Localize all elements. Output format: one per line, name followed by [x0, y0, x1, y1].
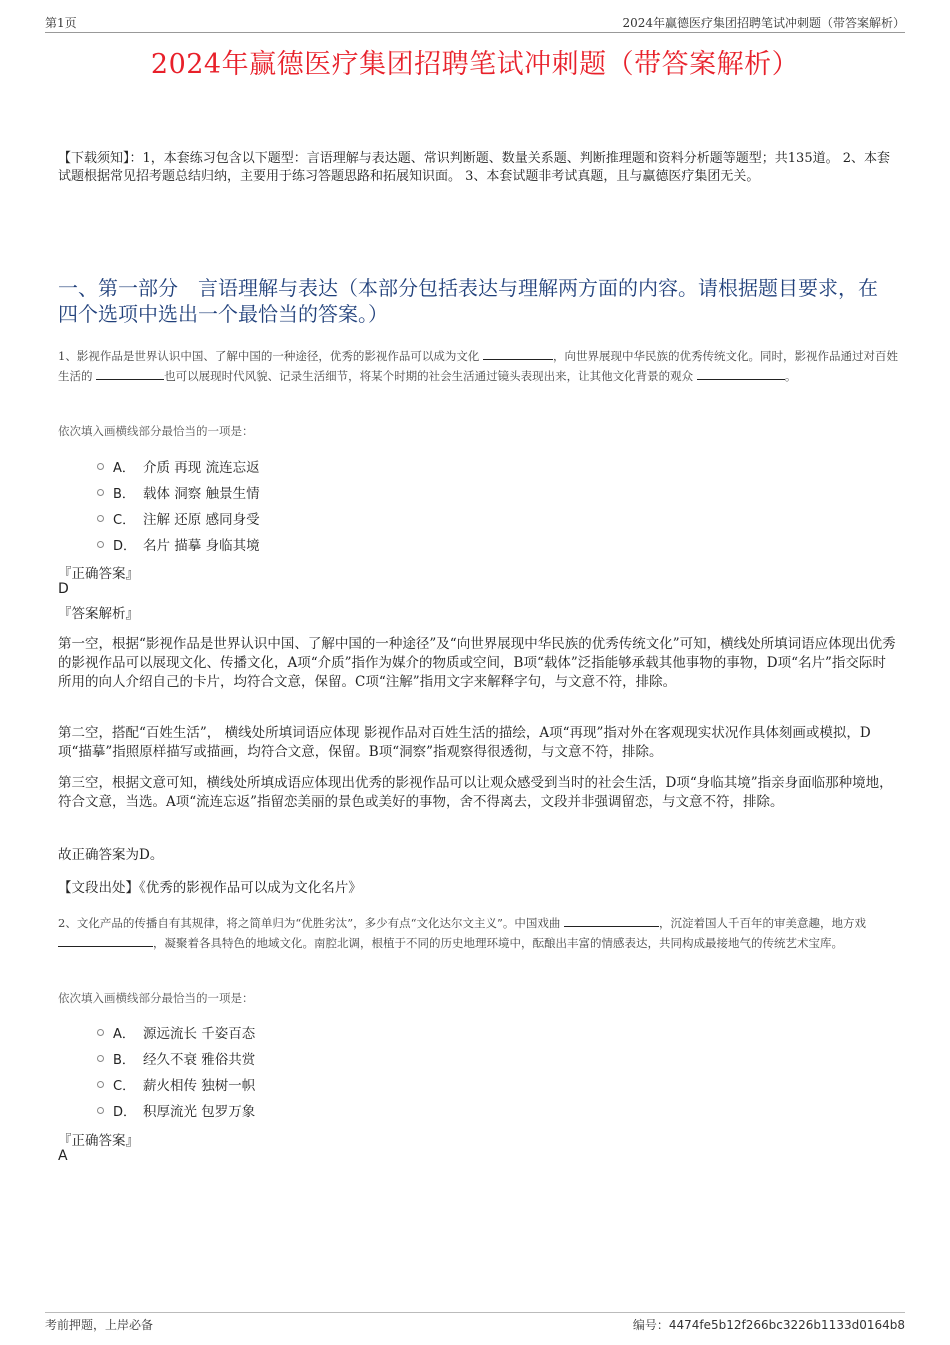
q1-text-part: ，向世界展现中华民族的优秀传统文化。同时，影视作品通过对百姓生活的: [58, 349, 898, 383]
q2-blank-1: [564, 914, 659, 927]
option-letter: B．: [113, 486, 135, 502]
footer-slogan: 考前押题，上岸必备: [45, 1318, 154, 1332]
q1-options: [97, 453, 260, 557]
option-text: 积厚流光 包罗万象: [143, 1104, 256, 1120]
q2-option-c[interactable]: [97, 1071, 255, 1097]
q1-blank-1: [483, 347, 553, 360]
option-letter: B．: [113, 1052, 135, 1068]
radio-icon[interactable]: [97, 1055, 104, 1062]
option-text: 名片 描摹 身临其境: [143, 538, 260, 554]
download-notice: 【下载须知】：1，本套练习包含以下题型：言语理解与表达题、常识判断题、数量关系题、判断推理题和资料分析题等题型；共135道。 2、本套试题根据常见招考题总结归纳，主要用于练习答题思路和拓展知识面。 3、本套试题非考试真题，且与赢德医疗集团无关。: [58, 151, 890, 184]
radio-icon[interactable]: [97, 541, 104, 548]
q1-answer: D: [58, 581, 69, 597]
q1-option-b[interactable]: [97, 479, 260, 505]
q1-prompt: 依次填入画横线部分最恰当的一项是：: [58, 424, 254, 438]
q1-analysis-paragraph: 第三空，根据文意可知，横线处所填成语应体现出优秀的影视作品可以让观众感受到当时的社会生活，D项“身临其境”指亲身面临那种境地，符合文意，当选。A项“流连忘返”指留恋美丽的景色或美好的事物，舍不得离去，文段并非强调留恋，与文意不符，排除。: [58, 775, 893, 810]
radio-icon[interactable]: [97, 1029, 104, 1036]
footer-serial: [633, 1316, 905, 1333]
option-letter: D．: [113, 1104, 137, 1120]
radio-icon[interactable]: [97, 463, 104, 470]
q1-text-part: 。: [784, 369, 797, 383]
q2-answer-label: 『正确答案』: [58, 1133, 139, 1149]
option-text: 源远流长 千姿百态: [143, 1026, 256, 1042]
radio-icon[interactable]: [97, 1081, 104, 1088]
q2-option-a[interactable]: [97, 1019, 255, 1045]
document-title: 2024年赢德医疗集团招聘笔试冲刺题（带答案解析）: [150, 49, 800, 80]
option-letter: C．: [113, 1078, 136, 1094]
q2-blank-2: [58, 934, 153, 947]
option-letter: A．: [113, 460, 135, 476]
q1-blank-2: [96, 367, 164, 380]
q1-analysis-paragraph: 第二空，搭配“百姓生活”， 横线处所填词语应体现 影视作品对百姓生活的描绘，A项“再现”指对外在客观现实状况作具体刻画或模拟，D项“描摹”指照原样描写或描画，均符合文意，保留。B项“洞察”指观察得很透彻，与文意不符，排除。: [58, 725, 871, 760]
q1-text-part: 1、影视作品是世界认识中国、了解中国的一种途径，优秀的影视作品可以成为文化: [58, 349, 483, 363]
q1-source: 【文段出处】《优秀的影视作品可以成为文化名片》: [58, 880, 362, 896]
header-doc-title: 2024年赢德医疗集团招聘笔试冲刺题（带答案解析）: [622, 16, 905, 30]
q2-prompt: 依次填入画横线部分最恰当的一项是：: [58, 991, 254, 1005]
q2-option-b[interactable]: [97, 1045, 255, 1071]
q1-analysis-conclusion: 故正确答案为D。: [58, 847, 164, 863]
option-text: 薪火相传 独树一帜: [143, 1078, 256, 1094]
serial-label: 编号：: [632, 1318, 669, 1332]
option-text: 载体 洞察 触景生情: [143, 486, 260, 502]
option-text: 介质 再现 流连忘返: [143, 460, 260, 476]
option-text: 注解 还原 感同身受: [143, 512, 260, 528]
section-title: 一、第一部分 言语理解与表达（本部分包括表达与理解两方面的内容。请根据题目要求，在四个选项中选出一个最恰当的答案。）: [58, 276, 878, 326]
serial-code: 4474fe5b12f266bc3226b1133d0164b8: [668, 1318, 905, 1332]
q2-option-d[interactable]: [97, 1097, 255, 1123]
q2-text-part: ，沉淀着国人千百年的审美意趣，地方戏: [658, 916, 866, 930]
option-letter: D．: [113, 538, 137, 554]
q2-text-part: 2、文化产品的传播自有其规律，将之简单归为“优胜劣汰”，多少有点“文化达尔文主义”。中国戏曲: [58, 916, 564, 930]
option-letter: A．: [113, 1026, 135, 1042]
q2-text-part: ，凝聚着各具特色的地域文化。南腔北调，根植于不同的历史地理环境中，酝酿出丰富的情感表达，共同构成最接地气的传统艺术宝库。: [153, 936, 843, 950]
option-text: 经久不衰 雅俗共赏: [143, 1052, 256, 1068]
q1-analysis-label: 『答案解析』: [58, 606, 139, 622]
q1-option-a[interactable]: [97, 453, 260, 479]
question-1-text: [58, 346, 898, 386]
q2-options: [97, 1019, 255, 1123]
q1-option-c[interactable]: [97, 505, 260, 531]
radio-icon[interactable]: [97, 515, 104, 522]
q1-blank-3: [697, 367, 785, 380]
q1-text-part: 也可以展现时代风貌、记录生活细节，将某个时期的社会生活通过镜头表现出来，让其他文化背景的观众: [164, 369, 697, 383]
page-number: 第1页: [45, 16, 77, 30]
option-letter: C．: [113, 512, 136, 528]
question-2-text: [58, 913, 898, 953]
radio-icon[interactable]: [97, 489, 104, 496]
q1-answer-label: 『正确答案』: [58, 566, 139, 582]
page-footer: [45, 1312, 905, 1333]
q2-answer: A: [58, 1148, 68, 1164]
q1-analysis-paragraph: 第一空，根据“影视作品是世界认识中国、了解中国的一种途径”及“向世界展现中华民族的优秀传统文化”可知，横线处所填词语应体现出优秀的影视作品可以展现文化、传播文化，A项“介质”指作为媒介的物质或空间，B项“载体”泛指能够承载其他事物的事物，D项“名片”指交际时所用的向人介绍自己的卡片，均符合文意，保留。C项“注解”指用文字来解释字句，与文意不符，排除。: [58, 636, 896, 690]
page-header: [45, 14, 905, 33]
q1-option-d[interactable]: [97, 531, 260, 557]
radio-icon[interactable]: [97, 1107, 104, 1114]
